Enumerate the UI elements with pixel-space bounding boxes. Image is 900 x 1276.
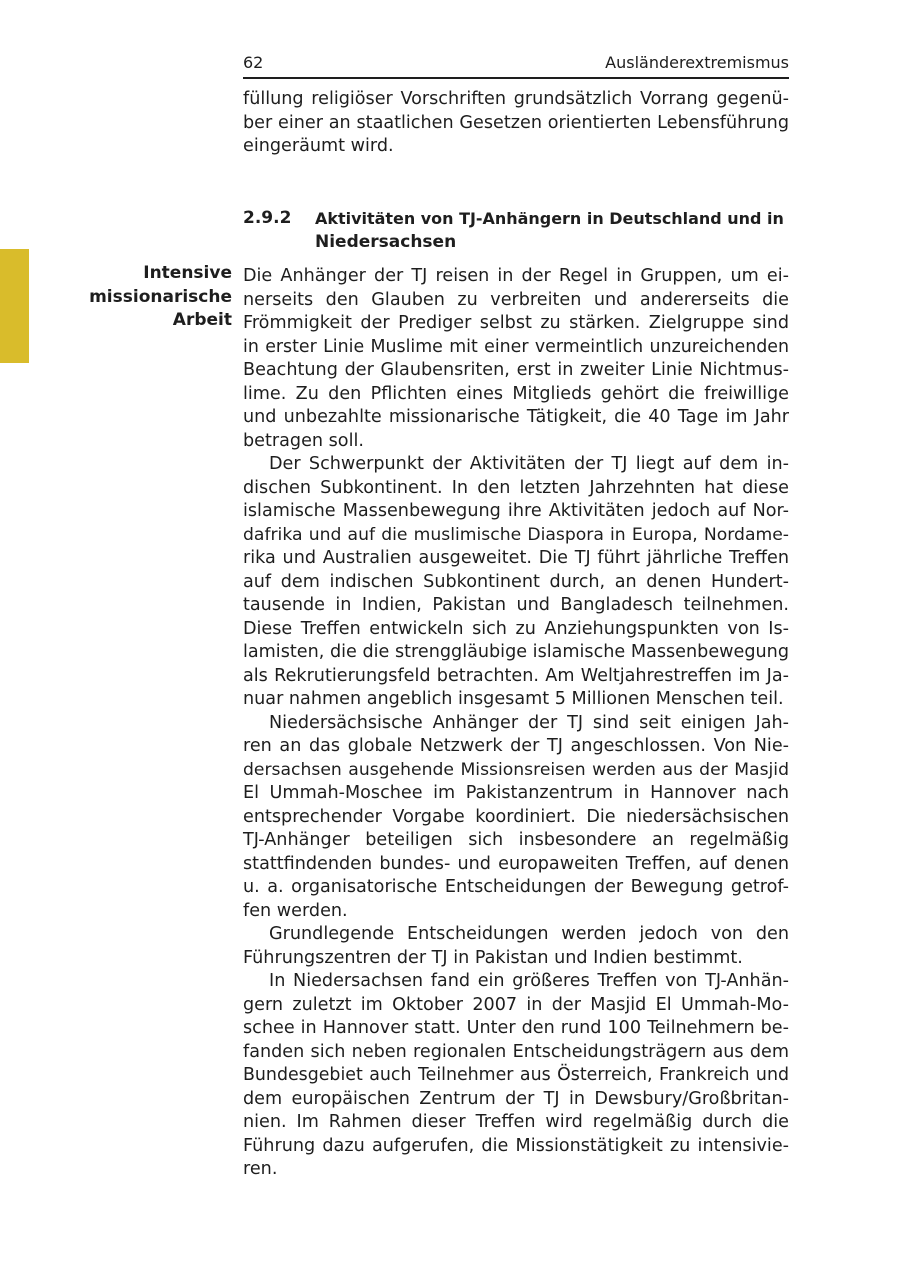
text-line: ber einer an staatlichen Gesetzen orientierten Lebensführung xyxy=(243,112,789,133)
text-line: nerseits den Glauben zu verbreiten und andererseits die xyxy=(243,289,789,310)
paragraph-4 xyxy=(243,923,789,970)
paragraph-2 xyxy=(243,453,789,712)
paragraph-3 xyxy=(243,712,789,924)
text-line: stattfindenden bundes- und europaweiten Treffen, auf denen xyxy=(243,853,789,874)
text-line: lamisten, die die strenggläubige islamische Massenbewegung xyxy=(243,642,789,662)
text-line: TJ-Anhänger beteiligen sich insbesondere an regelmäßig xyxy=(243,830,789,850)
text-line: eingeräumt wird. xyxy=(243,136,394,156)
margin-note xyxy=(40,262,232,333)
text-line: ren an das globale Netzwerk der TJ angeschlossen. Von Nie- xyxy=(243,736,789,756)
page-number: 62 xyxy=(243,53,264,72)
text-line: nien. Im Rahmen dieser Treffen wird regelmäßig durch die xyxy=(243,1112,789,1132)
text-line: dischen Subkontinent. In den letzten Jahrzehnten hat diese xyxy=(243,477,789,498)
running-title: Ausländerextremismus xyxy=(605,53,789,72)
text-line: El Ummah-Moschee im Pakistanzentrum in Hannover nach xyxy=(243,783,789,803)
text-line: Grundlegende Entscheidungen werden jedoch von den xyxy=(269,924,789,944)
text-line: In Niedersachsen fand ein größeres Treffen von TJ-Anhän- xyxy=(269,971,789,991)
chapter-color-tab xyxy=(0,249,29,363)
section-title xyxy=(315,207,789,254)
text-line: Der Schwerpunkt der Aktivitäten der TJ liegt auf dem in- xyxy=(269,454,789,474)
text-line: entsprechender Vorgabe koordiniert. Die niedersächsischen xyxy=(243,806,789,827)
section-number: 2.9.2 xyxy=(243,208,292,228)
page-header xyxy=(243,52,789,79)
text-line: lime. Zu den Pflichten eines Mitglieds gehört die freiwillige xyxy=(243,383,789,404)
text-line: als Rekrutierungsfeld betrachten. Am Weltjahrestreffen im Ja- xyxy=(243,665,789,686)
paragraph-5 xyxy=(243,970,789,1182)
text-line: rika und Australien ausgeweitet. Die TJ führt jährliche Treffen xyxy=(243,548,789,568)
text-line: nuar nahmen angeblich insgesamt 5 Millionen Menschen teil. xyxy=(243,689,784,709)
text-line: ren. xyxy=(243,1159,278,1179)
text-line: Beachtung der Glaubensriten, erst in zweiter Linie Nichtmus- xyxy=(243,360,789,380)
text-line: Die Anhänger der TJ reisen in der Regel in Gruppen, um ei- xyxy=(243,266,789,286)
text-line: gern zuletzt im Oktober 2007 in der Masjid El Ummah-Mo- xyxy=(243,994,789,1015)
text-line: betragen soll. xyxy=(243,430,364,451)
text-line: Führung dazu aufgerufen, die Missionstätigkeit zu intensivie- xyxy=(243,1135,789,1156)
text-line: Führungszentren der TJ in Pakistan und Indien bestimmt. xyxy=(243,947,743,968)
text-line: Niedersächsische Anhänger der TJ sind seit einigen Jah- xyxy=(269,712,789,733)
text-line: füllung religiöser Vorschriften grundsätzlich Vorrang gegenü- xyxy=(243,89,789,109)
margin-note-line: missionarische xyxy=(89,286,232,307)
text-line: in erster Linie Muslime mit einer vermeintlich unzureichenden xyxy=(243,336,789,357)
body-text xyxy=(243,265,789,1182)
text-line: u. a. organisatorische Entscheidungen der Bewegung getrof- xyxy=(243,877,789,897)
text-line: und unbezahlte missionarische Tätigkeit, die 40 Tage im Jahr xyxy=(243,407,789,427)
text-line: Frömmigkeit der Prediger selbst zu stärken. Zielgruppe sind xyxy=(243,313,789,333)
text-line: schee in Hannover statt. Unter den rund 100 Teilnehmern be- xyxy=(243,1018,789,1038)
text-line: dafrika und auf die muslimische Diaspora in Europa, Nordame- xyxy=(243,524,789,545)
paragraph-1 xyxy=(243,265,789,453)
text-line: Bundesgebiet auch Teilnehmer aus Österreich, Frankreich und xyxy=(243,1065,789,1085)
text-line: fanden sich neben regionalen Entscheidungsträgern aus dem xyxy=(243,1041,789,1062)
margin-note-line: Arbeit xyxy=(172,310,232,330)
intro-paragraph xyxy=(243,88,789,159)
section-title-line: Niedersachsen xyxy=(315,231,457,252)
text-line: dem europäischen Zentrum der TJ in Dewsbury/Großbritan- xyxy=(243,1088,789,1109)
text-line: tausende in Indien, Pakistan und Bangladesch teilnehmen. xyxy=(243,595,789,615)
text-line: auf dem indischen Subkontinent durch, an denen Hundert- xyxy=(243,571,789,592)
text-line: dersachsen ausgehende Missionsreisen werden aus der Masjid xyxy=(243,759,789,780)
text-line: fen werden. xyxy=(243,900,348,921)
section-title-line: Aktivitäten von TJ-Anhängern in Deutschland und in xyxy=(315,209,784,228)
margin-note-line: Intensive xyxy=(143,263,232,283)
text-line: Diese Treffen entwickeln sich zu Anziehungspunkten von Is- xyxy=(243,618,789,639)
text-line: islamische Massenbewegung ihre Aktivitäten jedoch auf Nor- xyxy=(243,501,789,521)
